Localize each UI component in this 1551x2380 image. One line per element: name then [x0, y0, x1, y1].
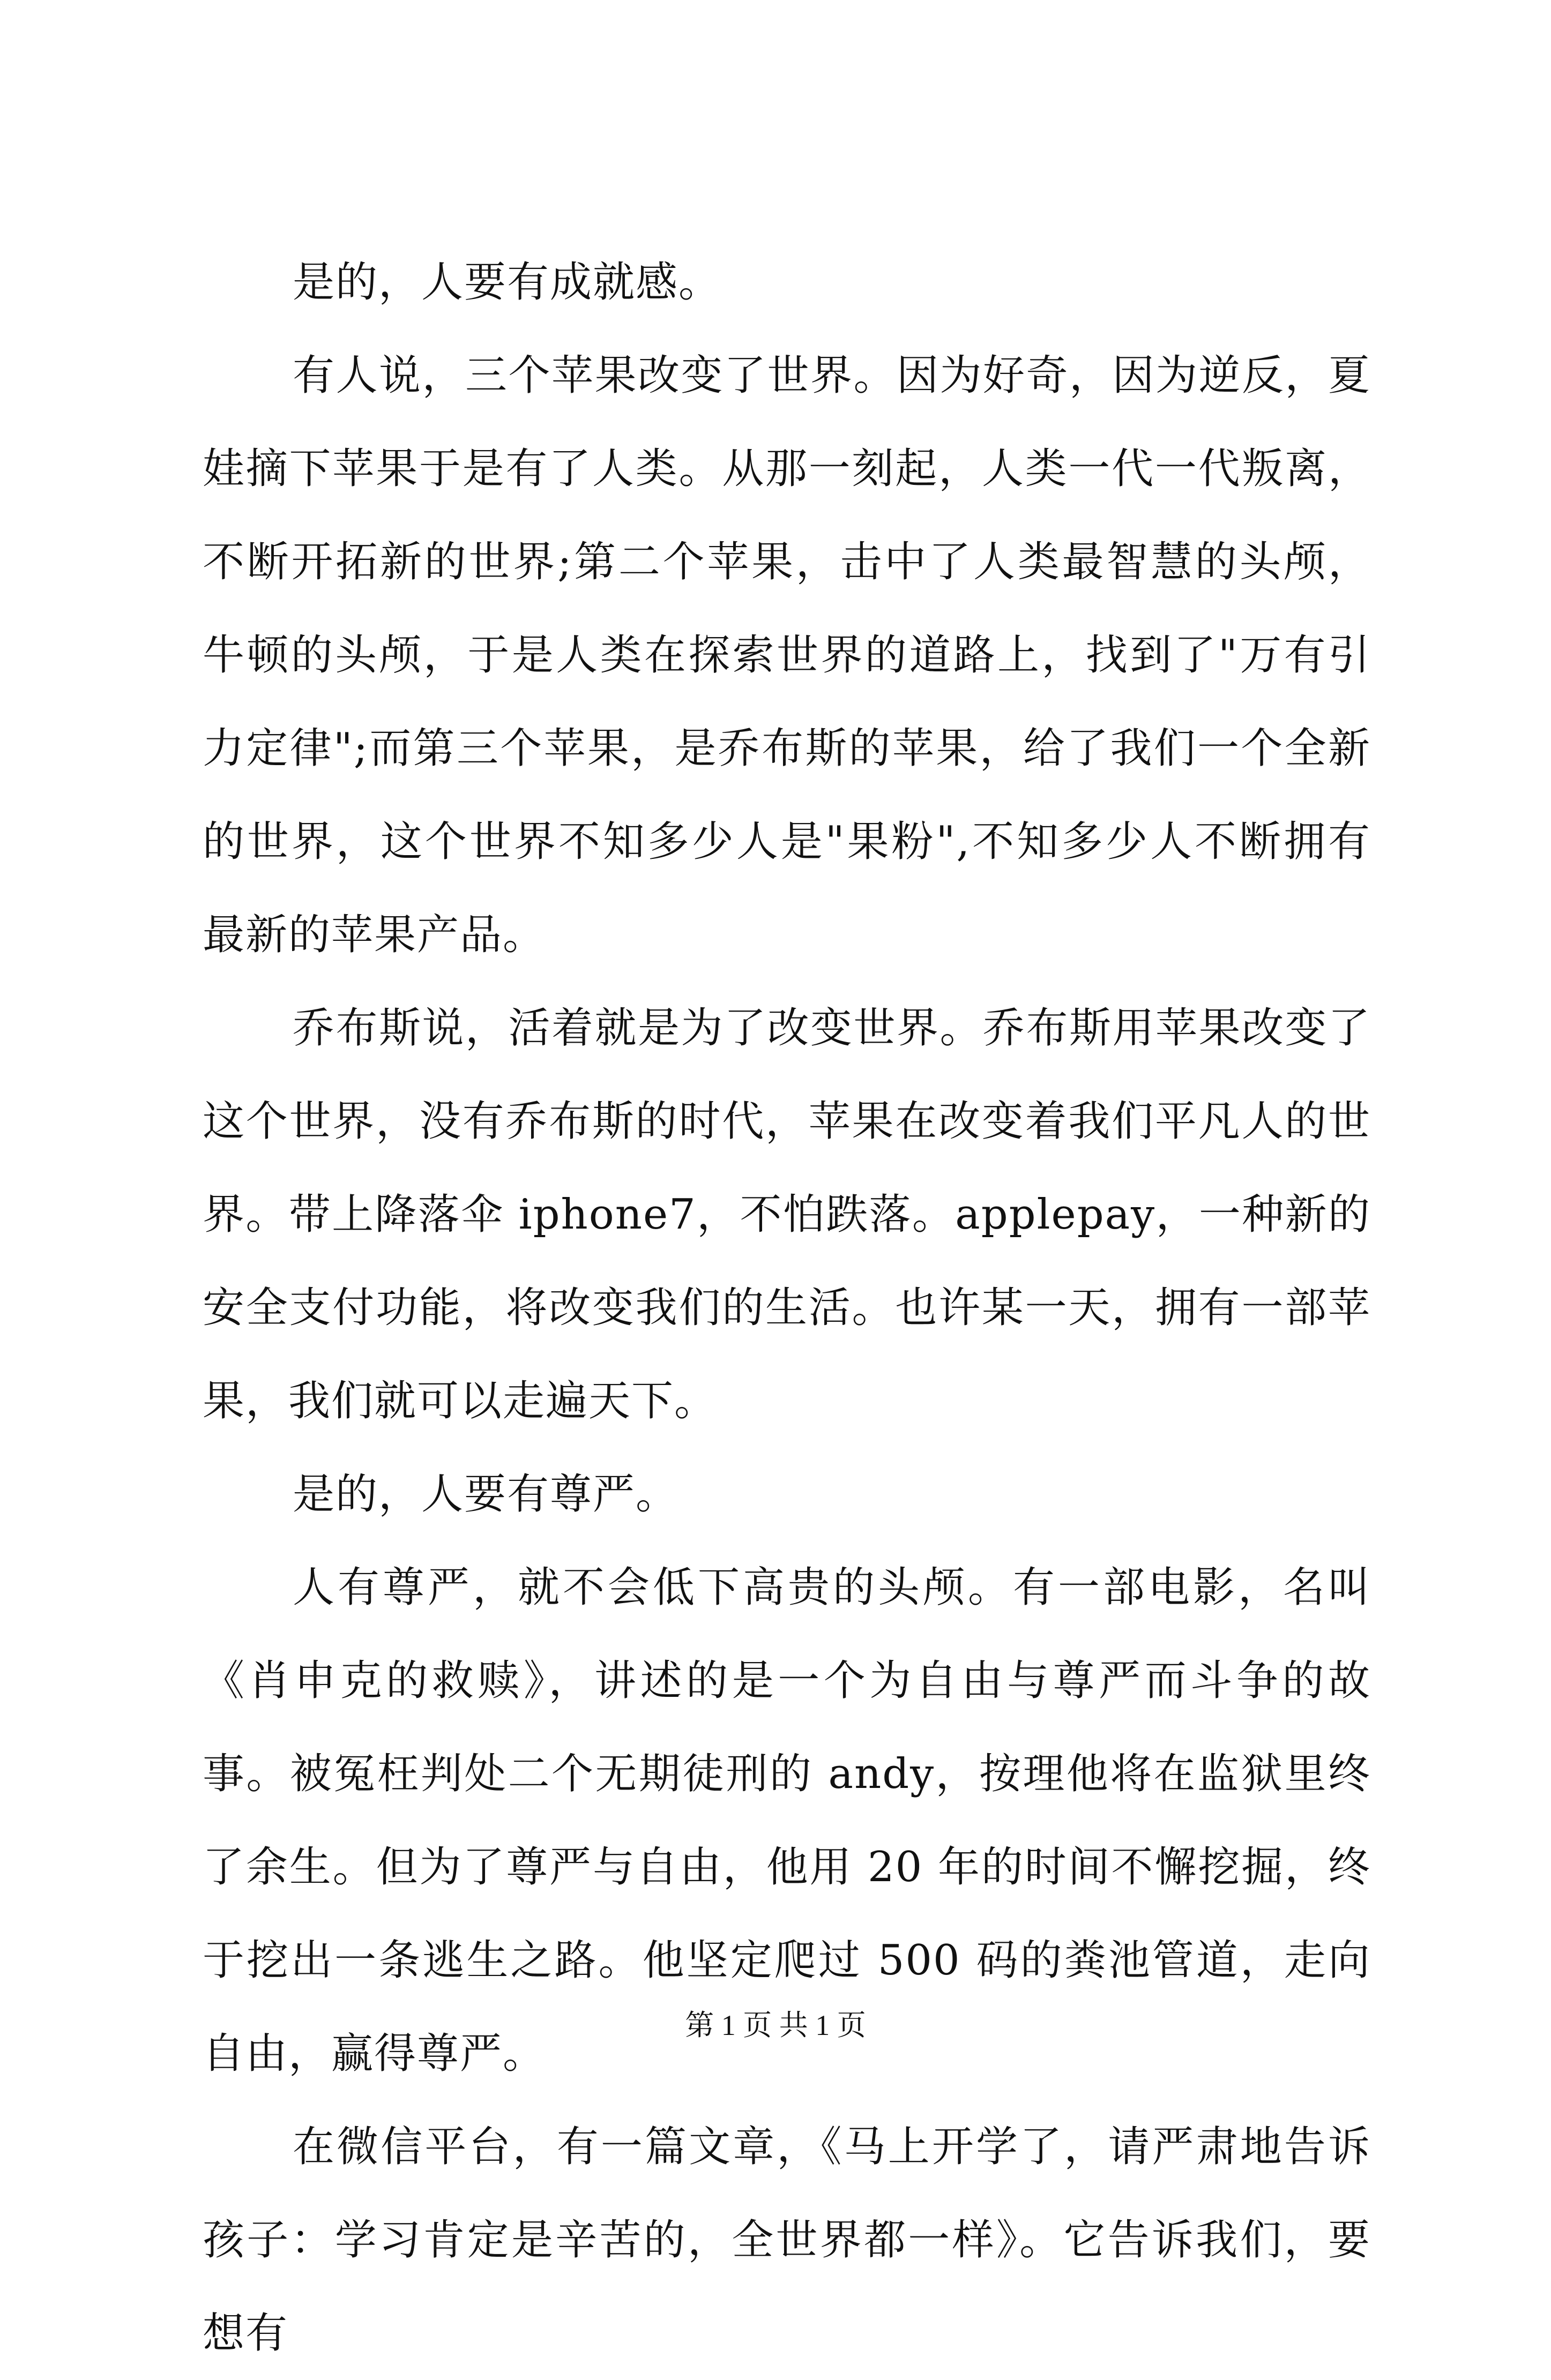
- paragraph-dignity-heading: 是的，人要有尊严。: [293, 1470, 679, 1518]
- page-footer: 第 1 页 共 1 页: [685, 2009, 866, 2041]
- paragraph-shawshank: 人有尊严，就不会低下高贵的头颅。有一部电影，名叫《肖申克的救赎》，讲述的是一个为自由与尊严而斗争的故事。被冤枉判处二个无期徒刑的 andy，按理他将在监狱里终了余生。但为了尊严与自由，他用 20 年的时间不懈挖掘，终于挖出一条逃生之路。他坚定爬过 500 码的粪池管道，走向自由，赢得尊严。: [203, 1563, 1371, 2078]
- paragraph-jobs: 乔布斯说，活着就是为了改变世界。乔布斯用苹果改变了这个世界，没有乔布斯的时代，苹果在改变着我们平凡人的世界。带上降落伞 iphone7，不怕跌落。applepay，一种新的安全支付功能，将改变我们的生活。也许某一天，拥有一部苹果，我们就可以走遍天下。: [203, 1004, 1371, 1425]
- paragraph-three-apples: 有人说，三个苹果改变了世界。因为好奇，因为逆反，夏娃摘下苹果于是有了人类。从那一刻起，人类一代一代叛离，不断开拓新的世界;第二个苹果，击中了人类最智慧的头颅，牛顿的头颅，于是人类在探索世界的道路上，找到了"万有引力定律";而第三个苹果，是乔布斯的苹果，给了我们一个全新的世界，这个世界不知多少人是"果粉",不知多少人不断拥有最新的苹果产品。: [203, 351, 1371, 959]
- paragraph-wechat-article: 在微信平台，有一篇文章，《马上开学了，请严肃地告诉孩子：学习肯定是辛苦的，全世界都一样》。它告诉我们，要想有: [203, 2123, 1371, 2357]
- paragraph-achievement-heading: 是的，人要有成就感。: [293, 258, 722, 306]
- document-body: [203, 236, 1371, 2380]
